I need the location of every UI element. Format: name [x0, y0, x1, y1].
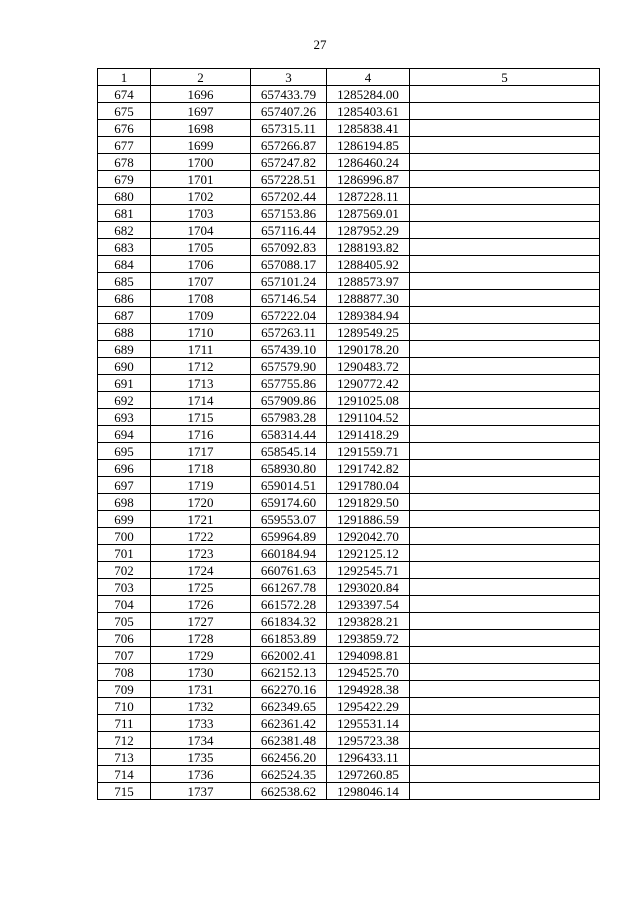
table-cell-col-5 — [410, 562, 600, 579]
table-cell-col-4: 1290178.20 — [327, 341, 410, 358]
table-cell-col-5 — [410, 307, 600, 324]
table-cell-col-5 — [410, 324, 600, 341]
page-number: 27 — [313, 37, 327, 52]
table-row — [98, 596, 600, 613]
table-cell-col-5 — [410, 596, 600, 613]
table-cell-col-2: 1699 — [151, 137, 251, 154]
table-cell-col-3: 662381.48 — [251, 732, 327, 749]
table-cell-col-1: 692 — [98, 392, 151, 409]
table-cell-col-4: 1288405.92 — [327, 256, 410, 273]
table-cell-col-5 — [410, 239, 600, 256]
table-cell-col-3: 657909.86 — [251, 392, 327, 409]
table-cell-col-1: 699 — [98, 511, 151, 528]
table-cell-col-2: 1730 — [151, 664, 251, 681]
table-cell-col-5 — [410, 409, 600, 426]
table-cell-col-4: 1296433.11 — [327, 749, 410, 766]
table-cell-col-1: 702 — [98, 562, 151, 579]
table-cell-col-3: 657983.28 — [251, 409, 327, 426]
table-cell-col-1: 694 — [98, 426, 151, 443]
table-row — [98, 766, 600, 783]
table-cell-col-4: 1295723.38 — [327, 732, 410, 749]
table-cell-col-2: 1728 — [151, 630, 251, 647]
table-cell-col-2: 1716 — [151, 426, 251, 443]
table-cell-col-2: 1700 — [151, 154, 251, 171]
table-cell-col-2: 1735 — [151, 749, 251, 766]
table-cell-col-2: 1733 — [151, 715, 251, 732]
table-cell-col-4: 1287228.11 — [327, 188, 410, 205]
table-cell-col-4: 1293859.72 — [327, 630, 410, 647]
table-cell-col-5 — [410, 460, 600, 477]
table-cell-col-3: 658314.44 — [251, 426, 327, 443]
table-cell-col-3: 657579.90 — [251, 358, 327, 375]
table-cell-col-5 — [410, 681, 600, 698]
table-cell-col-5 — [410, 698, 600, 715]
table-cell-col-2: 1708 — [151, 290, 251, 307]
table-cell-col-2: 1727 — [151, 613, 251, 630]
table-cell-col-1: 682 — [98, 222, 151, 239]
table-cell-col-2: 1698 — [151, 120, 251, 137]
table-cell-col-2: 1724 — [151, 562, 251, 579]
table-cell-col-2: 1720 — [151, 494, 251, 511]
table-cell-col-2: 1736 — [151, 766, 251, 783]
table-cell-col-3: 657153.86 — [251, 205, 327, 222]
table-row — [98, 188, 600, 205]
table-row — [98, 443, 600, 460]
table-cell-col-4: 1292545.71 — [327, 562, 410, 579]
table-cell-col-1: 706 — [98, 630, 151, 647]
table-cell-col-1: 681 — [98, 205, 151, 222]
table-row — [98, 392, 600, 409]
table-cell-col-5 — [410, 86, 600, 103]
table-cell-col-1: 708 — [98, 664, 151, 681]
table-row — [98, 426, 600, 443]
table-cell-col-2: 1734 — [151, 732, 251, 749]
table-cell-col-5 — [410, 579, 600, 596]
table-row — [98, 460, 600, 477]
table-cell-col-2: 1722 — [151, 528, 251, 545]
table-cell-col-4: 1295531.14 — [327, 715, 410, 732]
table-row — [98, 341, 600, 358]
table-cell-col-1: 711 — [98, 715, 151, 732]
table-cell-col-5 — [410, 171, 600, 188]
table-cell-col-4: 1288877.30 — [327, 290, 410, 307]
table-row — [98, 409, 600, 426]
table-row — [98, 171, 600, 188]
table-cell-col-2: 1709 — [151, 307, 251, 324]
table-cell-col-3: 661853.89 — [251, 630, 327, 647]
table-cell-col-1: 700 — [98, 528, 151, 545]
table-cell-col-3: 657146.54 — [251, 290, 327, 307]
table-cell-col-1: 677 — [98, 137, 151, 154]
table-cell-col-3: 662270.16 — [251, 681, 327, 698]
table-cell-col-5 — [410, 154, 600, 171]
table-cell-col-5 — [410, 222, 600, 239]
table-cell-col-5 — [410, 205, 600, 222]
table-cell-col-5 — [410, 715, 600, 732]
table-row — [98, 256, 600, 273]
table-cell-col-4: 1285403.61 — [327, 103, 410, 120]
table-cell-col-2: 1731 — [151, 681, 251, 698]
table-cell-col-2: 1717 — [151, 443, 251, 460]
table-cell-col-5 — [410, 341, 600, 358]
table-cell-col-2: 1705 — [151, 239, 251, 256]
table-cell-col-1: 687 — [98, 307, 151, 324]
table-row — [98, 630, 600, 647]
table-cell-col-2: 1712 — [151, 358, 251, 375]
table-cell-col-4: 1288573.97 — [327, 273, 410, 290]
table-row — [98, 290, 600, 307]
table-row — [98, 205, 600, 222]
table-cell-col-3: 662361.42 — [251, 715, 327, 732]
table-cell-col-3: 657266.87 — [251, 137, 327, 154]
table-header-row — [98, 69, 600, 86]
table-cell-col-3: 662456.20 — [251, 749, 327, 766]
table-cell-col-4: 1285838.41 — [327, 120, 410, 137]
table-row — [98, 494, 600, 511]
table-cell-col-1: 685 — [98, 273, 151, 290]
column-header-1: 1 — [98, 69, 151, 86]
table-cell-col-1: 715 — [98, 783, 151, 800]
table-cell-col-2: 1725 — [151, 579, 251, 596]
table-cell-col-3: 657439.10 — [251, 341, 327, 358]
table-cell-col-1: 712 — [98, 732, 151, 749]
table-row — [98, 681, 600, 698]
table-cell-col-4: 1290772.42 — [327, 375, 410, 392]
table-cell-col-5 — [410, 477, 600, 494]
table-cell-col-4: 1294525.70 — [327, 664, 410, 681]
table-cell-col-5 — [410, 630, 600, 647]
table-cell-col-5 — [410, 188, 600, 205]
table-cell-col-5 — [410, 511, 600, 528]
table-cell-col-2: 1713 — [151, 375, 251, 392]
table-cell-col-3: 657407.26 — [251, 103, 327, 120]
table-cell-col-4: 1286460.24 — [327, 154, 410, 171]
table-cell-col-2: 1701 — [151, 171, 251, 188]
table-cell-col-5 — [410, 256, 600, 273]
table-cell-col-3: 657116.44 — [251, 222, 327, 239]
table-cell-col-2: 1710 — [151, 324, 251, 341]
table-cell-col-3: 657263.11 — [251, 324, 327, 341]
table-cell-col-4: 1291742.82 — [327, 460, 410, 477]
table-cell-col-5 — [410, 426, 600, 443]
table-row — [98, 749, 600, 766]
column-header-5: 5 — [410, 69, 600, 86]
table-cell-col-1: 695 — [98, 443, 151, 460]
table-row — [98, 307, 600, 324]
table-row — [98, 613, 600, 630]
table-cell-col-1: 707 — [98, 647, 151, 664]
table-cell-col-5 — [410, 528, 600, 545]
table-cell-col-2: 1723 — [151, 545, 251, 562]
table-cell-col-2: 1707 — [151, 273, 251, 290]
table-cell-col-3: 657222.04 — [251, 307, 327, 324]
table-cell-col-2: 1704 — [151, 222, 251, 239]
table-cell-col-5 — [410, 783, 600, 800]
column-header-2: 2 — [151, 69, 251, 86]
table-cell-col-5 — [410, 647, 600, 664]
table-cell-col-3: 659964.89 — [251, 528, 327, 545]
table-cell-col-3: 662349.65 — [251, 698, 327, 715]
table-cell-col-4: 1291886.59 — [327, 511, 410, 528]
table-row — [98, 664, 600, 681]
table-cell-col-4: 1290483.72 — [327, 358, 410, 375]
table-cell-col-1: 696 — [98, 460, 151, 477]
table-cell-col-3: 659553.07 — [251, 511, 327, 528]
table-cell-col-5 — [410, 273, 600, 290]
table-row — [98, 375, 600, 392]
table-cell-col-3: 659174.60 — [251, 494, 327, 511]
table-cell-col-3: 660761.63 — [251, 562, 327, 579]
table-cell-col-2: 1714 — [151, 392, 251, 409]
table-cell-col-4: 1291780.04 — [327, 477, 410, 494]
table-cell-col-2: 1729 — [151, 647, 251, 664]
table-cell-col-4: 1292042.70 — [327, 528, 410, 545]
table-cell-col-2: 1711 — [151, 341, 251, 358]
table-cell-col-5 — [410, 664, 600, 681]
table-cell-col-4: 1293020.84 — [327, 579, 410, 596]
table-cell-col-4: 1286996.87 — [327, 171, 410, 188]
table-cell-col-1: 714 — [98, 766, 151, 783]
table-cell-col-5 — [410, 120, 600, 137]
table-cell-col-4: 1287952.29 — [327, 222, 410, 239]
table-cell-col-4: 1285284.00 — [327, 86, 410, 103]
table-row — [98, 562, 600, 579]
table-body — [98, 86, 600, 800]
table-row — [98, 239, 600, 256]
table-cell-col-1: 705 — [98, 613, 151, 630]
table-cell-col-3: 658930.80 — [251, 460, 327, 477]
table-row — [98, 103, 600, 120]
table-cell-col-4: 1293828.21 — [327, 613, 410, 630]
table-cell-col-1: 691 — [98, 375, 151, 392]
table-cell-col-3: 657228.51 — [251, 171, 327, 188]
table-cell-col-1: 680 — [98, 188, 151, 205]
table-cell-col-2: 1702 — [151, 188, 251, 205]
table-cell-col-4: 1291025.08 — [327, 392, 410, 409]
table-row — [98, 120, 600, 137]
column-header-4: 4 — [327, 69, 410, 86]
table-cell-col-1: 674 — [98, 86, 151, 103]
table-cell-col-3: 662002.41 — [251, 647, 327, 664]
table-cell-col-3: 657088.17 — [251, 256, 327, 273]
table-cell-col-5 — [410, 392, 600, 409]
table-cell-col-1: 688 — [98, 324, 151, 341]
table-cell-col-5 — [410, 749, 600, 766]
table-cell-col-4: 1291829.50 — [327, 494, 410, 511]
coordinates-table — [97, 68, 600, 800]
table-cell-col-2: 1697 — [151, 103, 251, 120]
table-cell-col-5 — [410, 375, 600, 392]
table-row — [98, 86, 600, 103]
table-cell-col-3: 657202.44 — [251, 188, 327, 205]
table-cell-col-5 — [410, 290, 600, 307]
table-row — [98, 511, 600, 528]
table-cell-col-2: 1715 — [151, 409, 251, 426]
table-cell-col-4: 1291559.71 — [327, 443, 410, 460]
table-cell-col-5 — [410, 137, 600, 154]
table-cell-col-1: 686 — [98, 290, 151, 307]
table-cell-col-2: 1732 — [151, 698, 251, 715]
table-cell-col-4: 1298046.14 — [327, 783, 410, 800]
table-cell-col-1: 713 — [98, 749, 151, 766]
table-cell-col-4: 1293397.54 — [327, 596, 410, 613]
table-cell-col-3: 658545.14 — [251, 443, 327, 460]
table-cell-col-5 — [410, 613, 600, 630]
table-cell-col-5 — [410, 545, 600, 562]
table-cell-col-1: 678 — [98, 154, 151, 171]
table-cell-col-3: 657101.24 — [251, 273, 327, 290]
table-cell-col-4: 1288193.82 — [327, 239, 410, 256]
table-row — [98, 528, 600, 545]
table-cell-col-1: 701 — [98, 545, 151, 562]
table-cell-col-1: 709 — [98, 681, 151, 698]
table-cell-col-3: 662524.35 — [251, 766, 327, 783]
table-cell-col-3: 659014.51 — [251, 477, 327, 494]
table-cell-col-3: 657755.86 — [251, 375, 327, 392]
table-cell-col-5 — [410, 358, 600, 375]
table-cell-col-5 — [410, 732, 600, 749]
table-cell-col-4: 1287569.01 — [327, 205, 410, 222]
table-row — [98, 715, 600, 732]
table-row — [98, 137, 600, 154]
table-cell-col-1: 679 — [98, 171, 151, 188]
table-cell-col-4: 1291418.29 — [327, 426, 410, 443]
table-cell-col-2: 1718 — [151, 460, 251, 477]
table-cell-col-2: 1706 — [151, 256, 251, 273]
table-row — [98, 477, 600, 494]
table-cell-col-4: 1292125.12 — [327, 545, 410, 562]
table-cell-col-3: 657433.79 — [251, 86, 327, 103]
table-cell-col-4: 1289549.25 — [327, 324, 410, 341]
table-row — [98, 222, 600, 239]
table-cell-col-3: 661572.28 — [251, 596, 327, 613]
table-cell-col-1: 675 — [98, 103, 151, 120]
table-cell-col-4: 1297260.85 — [327, 766, 410, 783]
table-cell-col-3: 657247.82 — [251, 154, 327, 171]
table-row — [98, 698, 600, 715]
table-cell-col-3: 657092.83 — [251, 239, 327, 256]
table-cell-col-3: 662152.13 — [251, 664, 327, 681]
table-cell-col-3: 661834.32 — [251, 613, 327, 630]
table-cell-col-1: 693 — [98, 409, 151, 426]
table-cell-col-5 — [410, 766, 600, 783]
table-cell-col-1: 689 — [98, 341, 151, 358]
table-cell-col-2: 1721 — [151, 511, 251, 528]
table-cell-col-2: 1737 — [151, 783, 251, 800]
table-cell-col-4: 1295422.29 — [327, 698, 410, 715]
table-cell-col-1: 690 — [98, 358, 151, 375]
table-cell-col-4: 1289384.94 — [327, 307, 410, 324]
table-row — [98, 273, 600, 290]
table-cell-col-2: 1719 — [151, 477, 251, 494]
column-header-3: 3 — [251, 69, 327, 86]
table-row — [98, 358, 600, 375]
table-row — [98, 324, 600, 341]
table-row — [98, 783, 600, 800]
table-row — [98, 154, 600, 171]
table-cell-col-2: 1726 — [151, 596, 251, 613]
table-cell-col-5 — [410, 443, 600, 460]
table-cell-col-1: 697 — [98, 477, 151, 494]
table-cell-col-3: 661267.78 — [251, 579, 327, 596]
table-cell-col-3: 657315.11 — [251, 120, 327, 137]
table-cell-col-1: 703 — [98, 579, 151, 596]
table-row — [98, 545, 600, 562]
table-row — [98, 647, 600, 664]
table-cell-col-1: 684 — [98, 256, 151, 273]
table-cell-col-5 — [410, 494, 600, 511]
table-cell-col-1: 698 — [98, 494, 151, 511]
table-cell-col-4: 1291104.52 — [327, 409, 410, 426]
table-cell-col-1: 683 — [98, 239, 151, 256]
table-cell-col-2: 1703 — [151, 205, 251, 222]
table-cell-col-4: 1286194.85 — [327, 137, 410, 154]
table-cell-col-5 — [410, 103, 600, 120]
table-cell-col-3: 660184.94 — [251, 545, 327, 562]
table-cell-col-3: 662538.62 — [251, 783, 327, 800]
table-row — [98, 579, 600, 596]
table-cell-col-2: 1696 — [151, 86, 251, 103]
table-cell-col-1: 710 — [98, 698, 151, 715]
table-cell-col-4: 1294098.81 — [327, 647, 410, 664]
table-cell-col-1: 704 — [98, 596, 151, 613]
table-cell-col-4: 1294928.38 — [327, 681, 410, 698]
table-cell-col-1: 676 — [98, 120, 151, 137]
table-row — [98, 732, 600, 749]
